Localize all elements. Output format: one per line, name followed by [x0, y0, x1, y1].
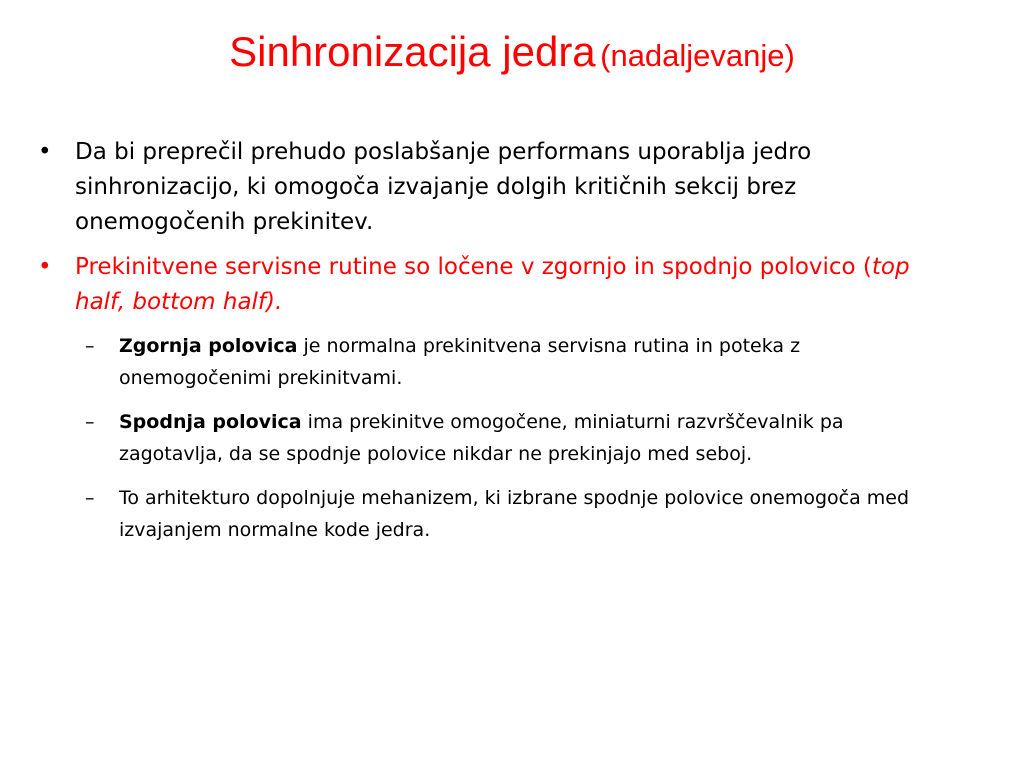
title-main: Sinhronizacija jedra	[229, 28, 596, 75]
sub-bullet-text: ima prekinitve omogočene, miniaturni razvrščevalnik pa zagotavlja, da se spodnje polovice nikdar ne prekinjajo med seboj.	[119, 411, 844, 465]
title-sub: (nadaljevanje)	[600, 38, 795, 73]
slide-title	[0, 28, 1024, 76]
sub-bullet-marker: –	[85, 411, 95, 433]
sub-bullet-marker: –	[85, 487, 95, 509]
bullet-marker: •	[38, 254, 52, 280]
bullet-1	[38, 135, 938, 240]
bullet-marker: •	[38, 139, 52, 165]
bullet-2	[38, 250, 938, 320]
slide-body	[38, 135, 938, 558]
sub-bullet-text: je normalna prekinitvena servisna rutina in poteka z onemogočenimi prekinitvami.	[119, 335, 801, 389]
bullet-text: Da bi preprečil prehudo poslabšanje performans uporablja jedro sinhronizacijo, ki omogoča izvajanje dolgih kritičnih sekcij brez onemogočenih prekinitev.	[75, 139, 812, 235]
bullet-text: Prekinitvene servisne rutine so ločene v zgornjo in spodnjo polovico (	[75, 254, 872, 280]
sub-bullet-1	[85, 330, 938, 394]
sub-bullet-term: Zgornja polovica	[119, 335, 298, 357]
sub-bullet-term: Spodnja polovica	[119, 411, 302, 433]
sub-bullet-text: To arhitekturo dopolnjuje mehanizem, ki izbrane spodnje polovice onemogoča med izvajanjem normalne kode jedra.	[119, 487, 910, 541]
sub-bullet-3	[85, 482, 938, 546]
bullet-text-italic: top half, bottom half).	[75, 254, 910, 315]
sub-bullet-marker: –	[85, 335, 95, 357]
sub-bullet-2	[85, 406, 938, 470]
